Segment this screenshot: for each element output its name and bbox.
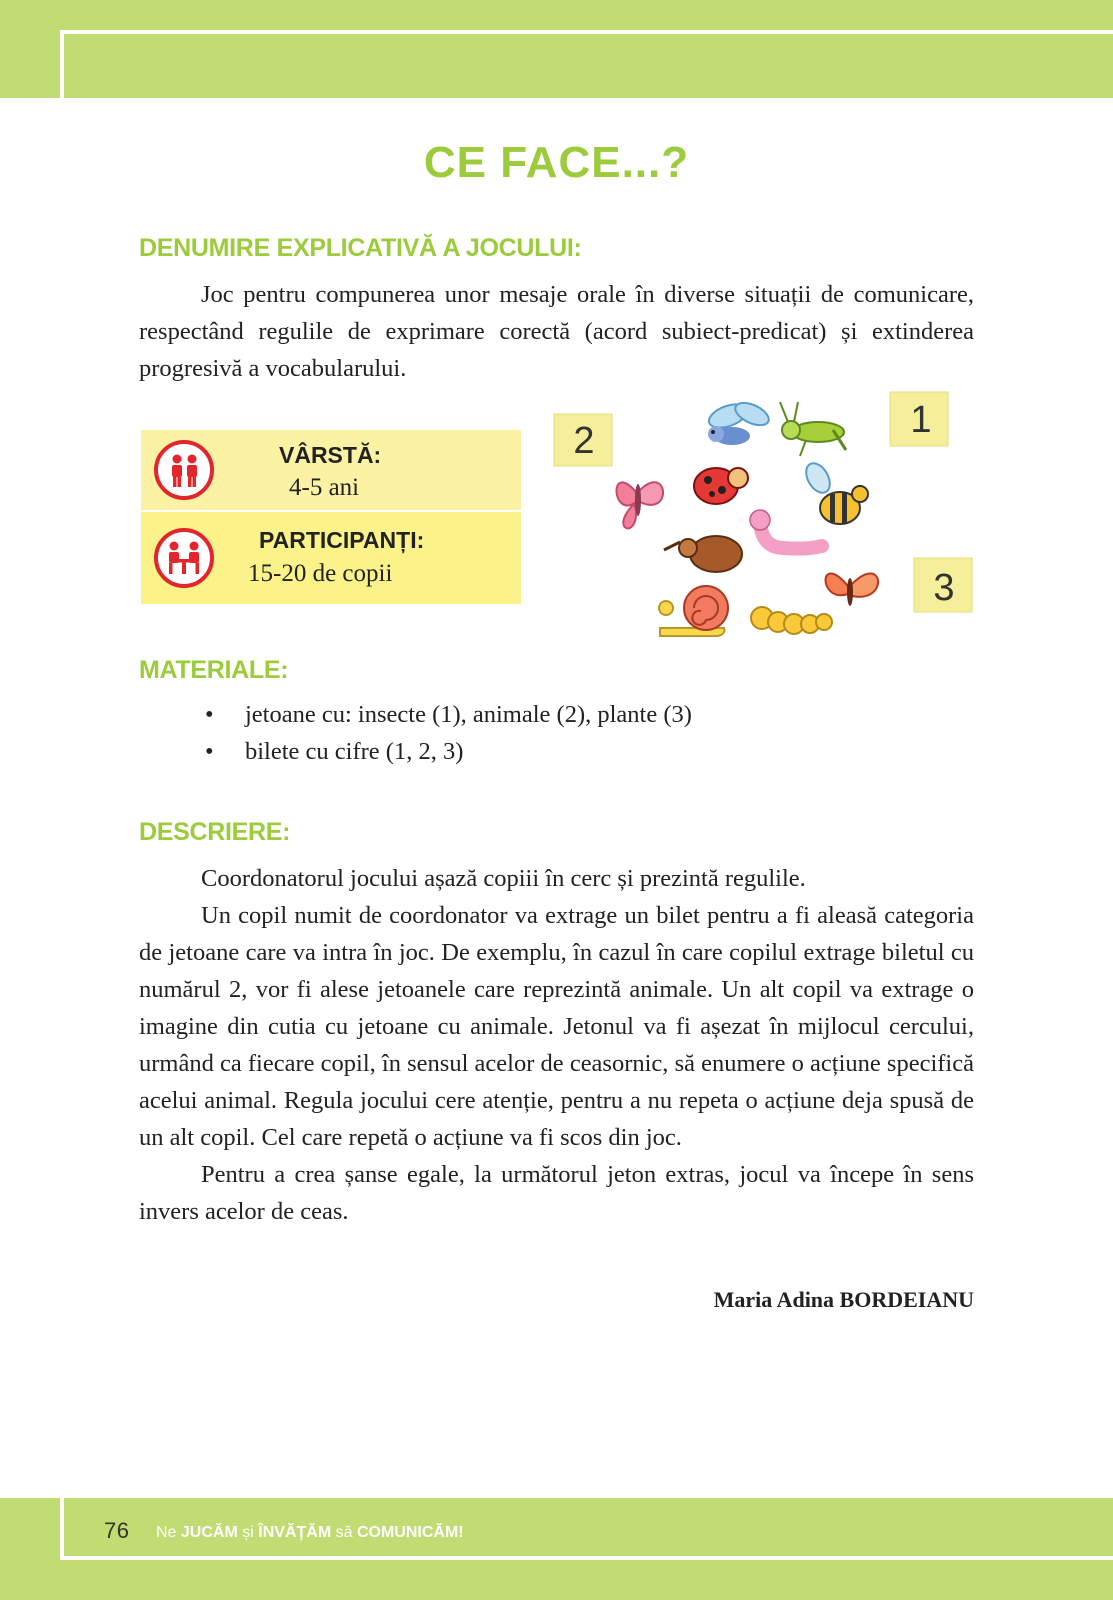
description-paragraph: Coordonatorul jocului așază copiii în cerc și prezintă regulile. (201, 865, 806, 892)
section-heading-materials: MATERIALE: (139, 656, 289, 684)
footer-word: să (335, 1524, 353, 1541)
age-label: VÂRSTĂ: (279, 442, 382, 468)
footer-word: ÎNVĂȚĂM (258, 1524, 332, 1541)
footer-word: COMUNICĂM! (356, 1524, 464, 1541)
snail-icon (659, 586, 728, 636)
page-title: CE FACE...? (423, 138, 690, 187)
age-row (141, 430, 521, 510)
footer-series-title (156, 1524, 464, 1542)
grasshopper-icon (780, 402, 846, 456)
participants-row (141, 512, 521, 604)
note-number: 2 (573, 420, 595, 462)
header-band (0, 0, 1113, 98)
name-paragraph: Joc pentru compunerea unor mesaje orale în diverse situații de comunicare, respectând regulile de exprimare corectă (acord subiect-predicat) și extinderea progresivă a vocabularului. (139, 281, 974, 382)
worm-icon (750, 510, 822, 549)
children-icon (153, 439, 215, 501)
bee-icon (801, 459, 868, 524)
age-value: 4-5 ani (289, 474, 360, 501)
page-number: 76 (104, 1518, 130, 1543)
footer-word: Ne (156, 1524, 177, 1541)
section-heading-description: DESCRIERE: (139, 818, 291, 846)
materials-list (205, 696, 692, 770)
ladybug-icon (694, 468, 748, 504)
participants-value: 15-20 de copii (248, 560, 393, 587)
butterfly-orange-icon (826, 573, 879, 606)
footer-word: și (242, 1524, 254, 1541)
sticky-note-2 (554, 414, 612, 466)
description-text (139, 860, 974, 1230)
sticky-note-1 (890, 392, 948, 446)
note-number: 3 (933, 567, 955, 609)
description-paragraph: Pentru a crea șanse egale, la următorul jeton extras, jocul va începe în sens invers acelor de ceas. (139, 1161, 974, 1225)
section-heading-name: DENUMIRE EXPLICATIVĂ A JOCULUI: (139, 234, 582, 262)
list-item: • jetoane cu: insecte (1), animale (2), plante (3) (205, 696, 692, 733)
header-frame (60, 30, 1113, 98)
group-table-icon (153, 527, 215, 589)
section-name-text (139, 276, 974, 387)
insects-illustration (548, 390, 988, 660)
description-paragraph: Un copil numit de coordonator va extrage un bilet pentru a fi aleasă categoria de jetoane care va intra în joc. De exemplu, în cazul în care copilul extrage biletul cu numărul 2, vor fi alese jetoanele care reprezintă animale. Un alt copil va extrage o imagine din cutia cu jetoane cu animale. Jetonul va fi așezat în mijlocul cercului, urmând ca fiecare copil, în sensul acelor de ceasornic, să enumere o acțiune specifică acelui animal. Regula jocului cere atenție, pentru a nu repeta o acțiune deja spusă de un alt copil. Cel care repetă o acțiune va fi scos din joc. (139, 902, 974, 1151)
footer-band (0, 1498, 1113, 1600)
footer-word: JUCĂM (180, 1524, 238, 1541)
fly-icon (706, 398, 772, 445)
sticky-note-3 (914, 558, 972, 612)
note-number: 1 (910, 399, 932, 441)
butterfly-icon (616, 482, 663, 528)
list-item: • bilete cu cifre (1, 2, 3) (205, 733, 692, 770)
beetle-icon (664, 536, 742, 572)
author-signature: Maria Adina BORDEIANU (713, 1287, 974, 1312)
participants-label: PARTICIPANȚI: (259, 527, 425, 553)
caterpillar-icon (751, 607, 832, 634)
